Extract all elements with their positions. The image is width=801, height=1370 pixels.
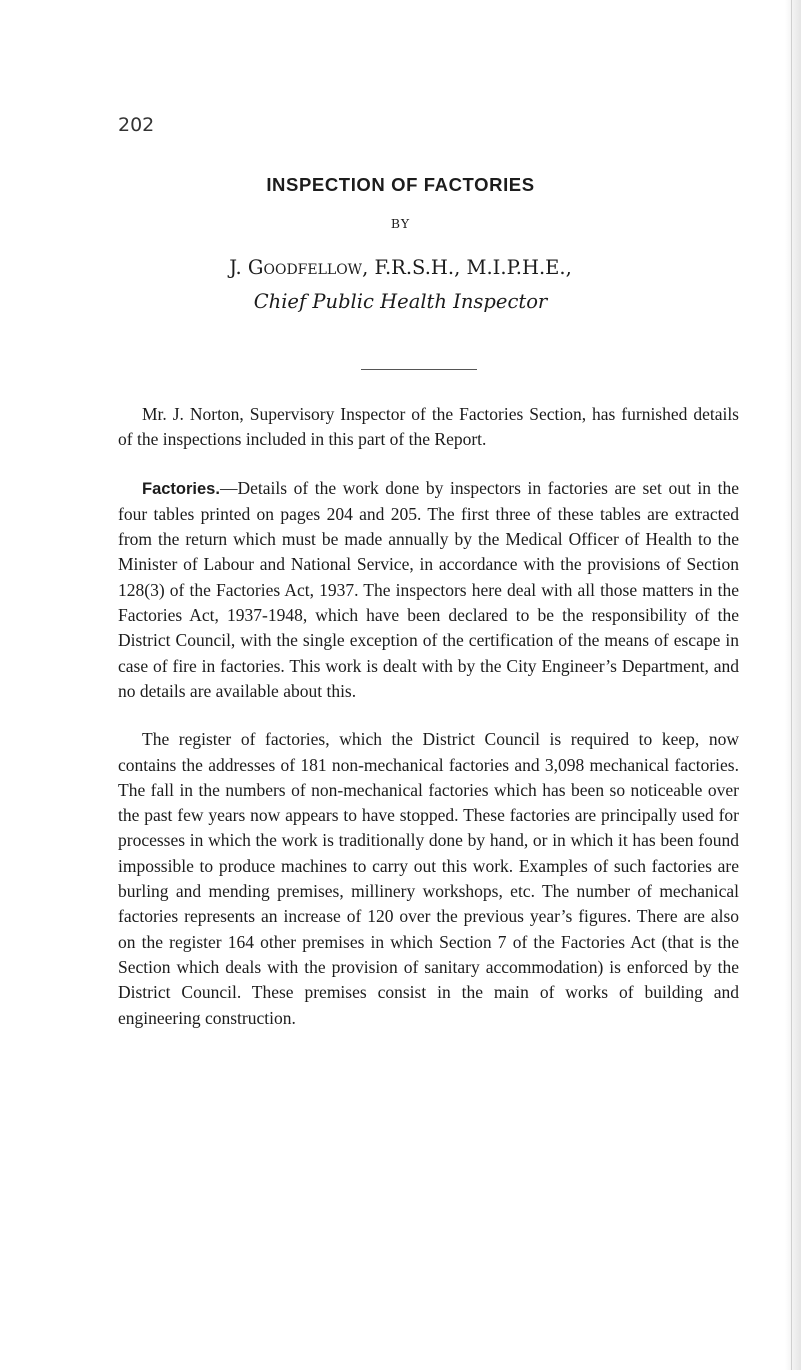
paragraph-text: Mr. J. Norton, Supervisory Inspector of the Factories Section, has furnished details of the inspections included in this part of the Report. [118,404,739,450]
paragraph-factories [118,476,739,705]
body-text [118,402,739,1054]
paragraph-text: —Details of the work done by inspectors in factories are set out in the four tables printed on pages 204 and 205. The first three of these tables are extracted from the return which must be made annually by the Medical Officer of Health to the Minister of Labour and National Service, in accordance with the provisions of Section 128(3) of the Factories Act, 1937. The inspectors here deal with all those matters in the Factories Act, 1937-1948, which have been declared to be the responsibility of the District Council, with the single exception of the certification of the means of escape in case of fire in factories. This work is dealt with by the City Engineer’s Department, and no details are available about this. [118,477,739,701]
author-surname: Goodfellow [247,256,363,279]
section-title: INSPECTION OF FACTORIES [266,174,535,195]
byline-by: BY [390,216,411,231]
paragraph-text: The register of factories, which the District Council is required to keep, now contains the addresses of 181 non-mechanical factories and 3,098 mechanical factories. The fall in the numbers of non-mechanical factories which has been so noticeable over the past few years now appears to have stopped. These factories are principally used for processes in which the work is traditionally done by hand, or in which it has been found impossible to produce machines to carry out this work. Examples of such factories are burling and mending premises, millinery workshops, etc. The number of mechanical factories represents an increase of 120 over the previous year’s figures. There are also on the register 164 other premises in which Section 7 of the Factories Act (that is the Section which deals with the provision of sanitary accommodation) is enforced by the District Council. These premises consist in the main of works of building and engineering construction. [118,729,739,1028]
paragraph-register [118,727,739,1031]
author-initial: J. [229,256,248,279]
paragraph-intro [118,402,739,453]
page-number: 202 [118,114,155,136]
section-divider [361,369,477,370]
author-line [0,256,801,279]
author-role: Chief Public Health Inspector [253,290,548,313]
author-qualifications: , F.R.S.H., M.I.P.H.E., [362,256,572,279]
paragraph-heading: Factories. [142,479,220,498]
page-edge-shadow [785,0,801,1370]
page-edge-line [791,0,792,1370]
